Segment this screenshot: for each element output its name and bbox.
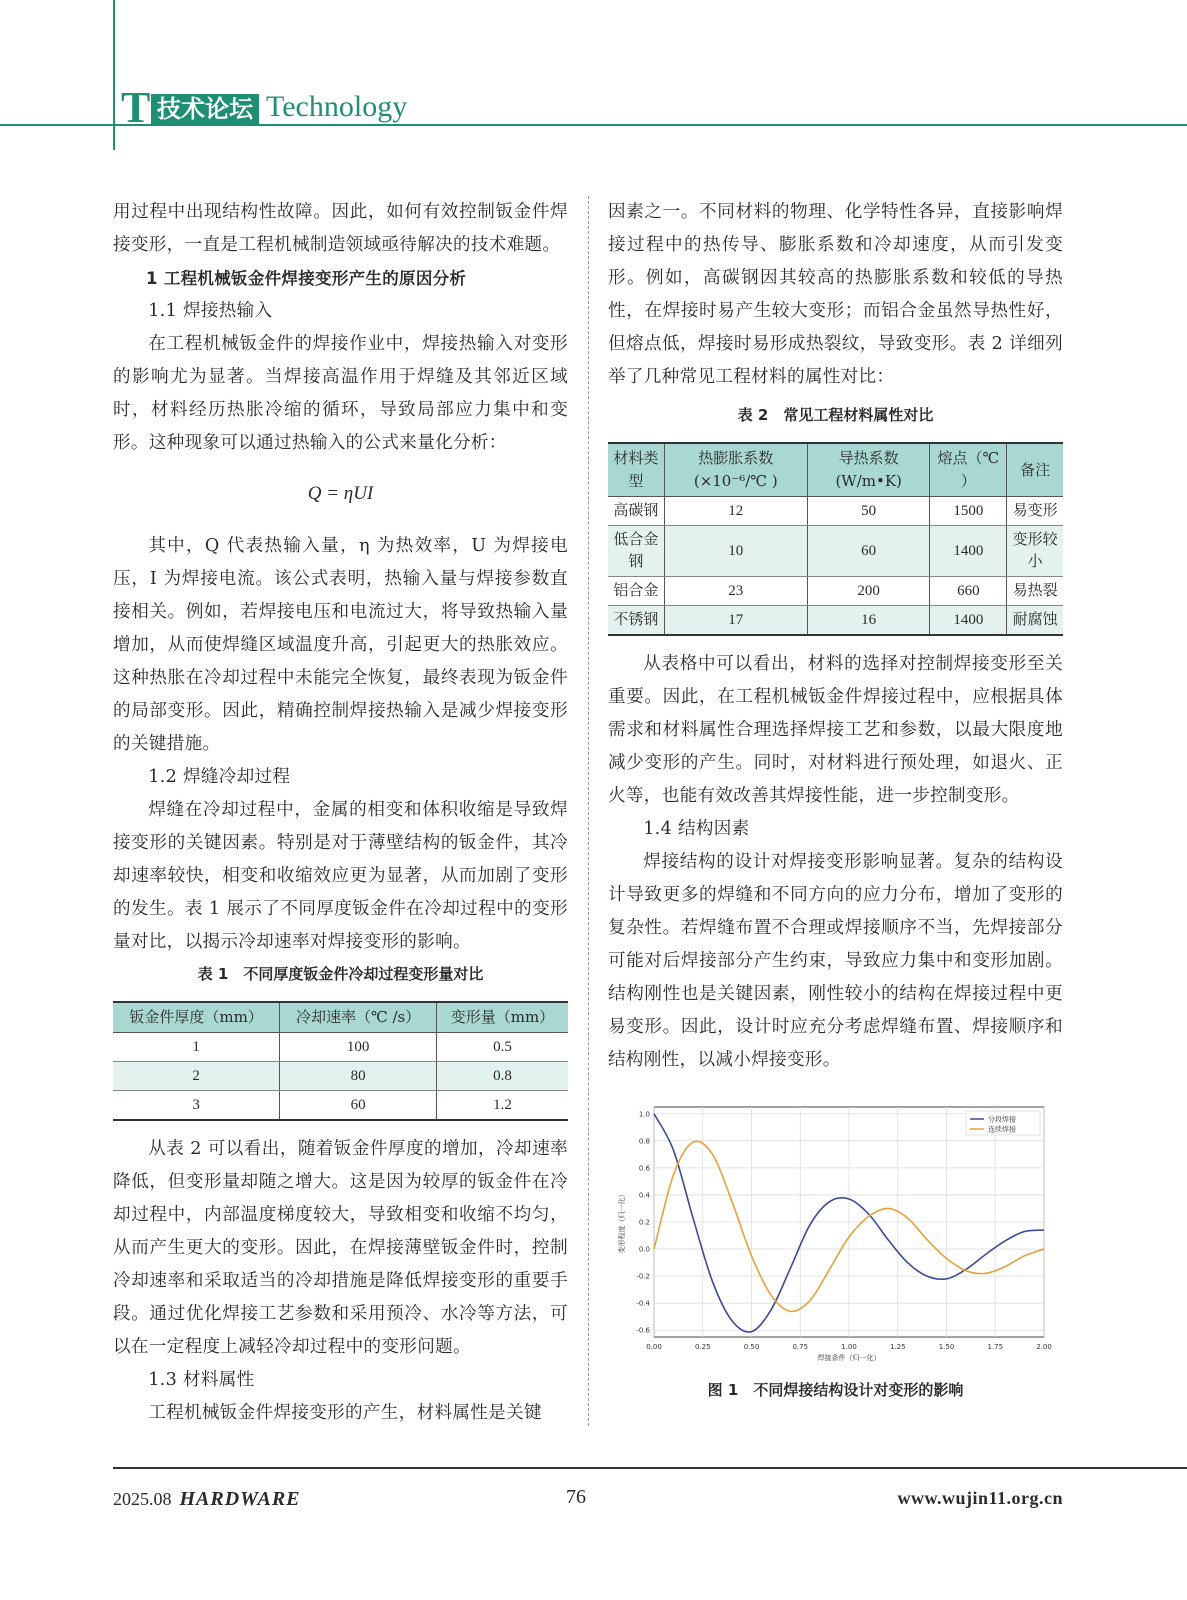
table-header: 备注: [1007, 443, 1063, 497]
y-tick-label: 1.0: [638, 1110, 650, 1119]
table-row: [608, 577, 1063, 606]
table-cell: 耐腐蚀: [1007, 606, 1063, 636]
table-cell: 铝合金: [608, 577, 664, 606]
table-cell: 1400: [930, 526, 1007, 577]
table2: [608, 442, 1063, 636]
legend-label: 连续焊接: [988, 1125, 1016, 1134]
table-cell: 50: [807, 497, 929, 526]
x-tick-label: 1.25: [889, 1343, 906, 1351]
table-cell: 660: [930, 577, 1007, 606]
paragraph: 其中，Q 代表热输入量，η 为热效率，U 为焊接电压，I 为焊接电流。该公式表明，热输入量与焊接参数直接相关。例如，若焊接电压和电流过大，将导致热输入量增加，从而使焊缝区域温度升高，引起更大的热胀效应。这种热胀在冷却过程中未能完全恢复，最终表现为钣金件的局部变形。因此，精确控制焊接热输入是减少焊接变形的关键措施。: [113, 536, 568, 754]
subsection-heading: 1.3 材料属性: [148, 1370, 255, 1390]
figure1-chart: [612, 1097, 1052, 1371]
chart-svg: [612, 1097, 1052, 1371]
x-axis-label: 焊接条件（归一化）: [817, 1354, 881, 1362]
y-tick-label: 0.6: [638, 1164, 650, 1173]
figure1-caption: 图 1 不同焊接结构设计对变形的影响: [707, 1381, 964, 1399]
table1: [113, 1001, 568, 1121]
y-tick-label: -0.6: [636, 1326, 650, 1335]
x-tick-label: 0.00: [646, 1343, 662, 1351]
table-cell: 1: [113, 1033, 280, 1062]
subsection-heading: 1.4 结构因素: [643, 819, 750, 839]
paragraph: 因素之一。不同材料的物理、化学特性各异，直接影响焊接过程中的热传导、膨胀系数和冷却速度，从而引发变形。例如，高碳钢因其较高的热膨胀系数和较低的导热性，在焊接时易产生较大变形；而铝合金虽然导热性好，但熔点低，焊接时易形成热裂纹，导致变形。表 2 详细列举了几种常见工程材料的属性对比：: [608, 202, 1063, 387]
table-cell: 1500: [930, 497, 1007, 526]
x-tick-label: 1.75: [987, 1343, 1004, 1351]
table-cell: 60: [280, 1091, 437, 1121]
heat-input-formula: Q = ηUI: [307, 483, 374, 504]
y-tick-label: 0.4: [638, 1191, 650, 1200]
table-cell: 3: [113, 1091, 280, 1121]
subsection-heading: 1.2 焊缝冷却过程: [148, 767, 291, 787]
footer-rule: [113, 1467, 1187, 1469]
table-cell: 不锈钢: [608, 606, 664, 636]
table-cell: 23: [664, 577, 807, 606]
footer-date: 2025.08: [113, 1489, 172, 1509]
table-cell: 0.5: [436, 1033, 568, 1062]
section-title-en: Technology: [266, 90, 408, 123]
section-heading: 1 工程机械钣金件焊接变形产生的原因分析: [146, 269, 467, 288]
paragraph: 焊缝在冷却过程中，金属的相变和体积收缩是导致焊接变形的关键因素。特别是对于薄壁结构的钣金件，其冷却速率较快，相变和收缩效应更为显著，从而加剧了变形的发生。表 1 展示了不同厚度钣金件在冷却过程中的变形量对比，以揭示冷却速率对焊接变形的影响。: [113, 800, 568, 952]
table-row: [113, 1062, 568, 1091]
table-header: 导热系数 (W/m•K): [807, 443, 929, 497]
y-tick-label: -0.2: [636, 1272, 650, 1281]
table-cell: 16: [807, 606, 929, 636]
table-cell: 100: [280, 1033, 437, 1062]
table-header: 冷却速率（℃ /s）: [280, 1002, 437, 1033]
table-row: [113, 1091, 568, 1121]
x-tick-label: 0.75: [792, 1343, 809, 1351]
paragraph: 焊接结构的设计对焊接变形影响显著。复杂的结构设计导致更多的焊缝和不同方向的应力分布，增加了变形的复杂性。若焊缝布置不合理或焊接顺序不当，先焊接部分可能对后焊接部分产生约束，导致应力集中和变形加剧。结构刚性也是关键因素，刚性较小的结构在焊接过程中更易变形。因此，设计时应充分考虑焊缝布置、焊接顺序和结构刚性，以减小焊接变形。: [608, 852, 1063, 1070]
y-tick-label: 0.0: [638, 1245, 650, 1254]
table-cell: 80: [280, 1062, 437, 1091]
x-tick-label: 1.00: [841, 1343, 857, 1351]
legend-label: 分段焊接: [988, 1115, 1016, 1124]
footer-issue: [113, 1488, 301, 1511]
table-cell: 17: [664, 606, 807, 636]
header-vertical-rule: [113, 0, 115, 150]
table-header: 变形量（mm）: [436, 1002, 568, 1033]
table2-caption: 表 2 常见工程材料属性对比: [737, 406, 934, 424]
footer-brand: HARDWARE: [179, 1488, 301, 1510]
page-number: 76: [566, 1486, 586, 1508]
table-cell: 低合金钢: [608, 526, 664, 577]
table-cell: 变形较小: [1007, 526, 1063, 577]
paragraph: 从表格中可以看出，材料的选择对控制焊接变形至关重要。因此，在工程机械钣金件焊接过程中，应根据具体需求和材料属性合理选择焊接工艺和参数，以最大限度地减少变形的产生。同时，对材料进行预处理，如退火、正火等，也能有效改善其焊接性能，进一步控制变形。: [608, 654, 1063, 806]
paragraph: 从表 2 可以看出，随着钣金件厚度的增加，冷却速率降低，但变形量却随之增大。这是因为较厚的钣金件在冷却过程中，内部温度梯度较大，导致相变和收缩不均匀，从而产生更大的变形。因此，在焊接薄壁钣金件时，控制冷却速率和采取适当的冷却措施是降低焊接变形的重要手段。通过优化焊接工艺参数和采用预冷、水冷等方法，可以在一定程度上减轻冷却过程中的变形问题。: [113, 1139, 568, 1357]
table1-caption: 表 1 不同厚度钣金件冷却过程变形量对比: [197, 965, 484, 983]
right-column: [608, 196, 1063, 1400]
section-logo-letter: T: [121, 83, 151, 132]
section-title-cn: 技术论坛: [151, 94, 259, 124]
header-horizontal-rule: [0, 124, 1187, 126]
table-cell: 0.8: [436, 1062, 568, 1091]
table-cell: 易热裂: [1007, 577, 1063, 606]
y-tick-label: 0.2: [638, 1218, 650, 1227]
x-tick-label: 0.50: [743, 1343, 760, 1351]
table-row: [608, 497, 1063, 526]
table-header: 熔点（℃ ）: [930, 443, 1007, 497]
table-row: [608, 526, 1063, 577]
table-row: [113, 1033, 568, 1062]
table-cell: 高碳钢: [608, 497, 664, 526]
x-tick-label: 0.25: [694, 1343, 711, 1351]
table-header: 材料类型: [608, 443, 664, 497]
paragraph: 用过程中出现结构性故障。因此，如何有效控制钣金件焊接变形，一直是工程机械制造领域亟待解决的技术难题。: [113, 202, 568, 255]
table-row: [608, 606, 1063, 636]
y-tick-label: -0.4: [636, 1299, 650, 1308]
x-tick-label: 2.00: [1036, 1343, 1052, 1351]
x-tick-label: 1.50: [938, 1343, 955, 1351]
y-tick-label: 0.8: [638, 1137, 650, 1146]
subsection-heading: 1.1 焊接热输入: [148, 301, 273, 321]
paragraph: 在工程机械钣金件的焊接作业中，焊接热输入对变形的影响尤为显著。当焊接高温作用于焊缝及其邻近区域时，材料经历热胀冷缩的循环，导致局部应力集中和变形。这种现象可以通过热输入的公式来量化分析：: [113, 334, 568, 453]
column-divider: [588, 196, 589, 1426]
table-cell: 1.2: [436, 1091, 568, 1121]
table-cell: 1400: [930, 606, 1007, 636]
footer-url: www.wujin11.org.cn: [897, 1488, 1063, 1508]
table-header: 钣金件厚度（mm）: [113, 1002, 280, 1033]
y-axis-label: 变形程度（归一化）: [618, 1190, 626, 1254]
table-cell: 12: [664, 497, 807, 526]
table-cell: 10: [664, 526, 807, 577]
table-cell: 2: [113, 1062, 280, 1091]
table-cell: 易变形: [1007, 497, 1063, 526]
table-cell: 200: [807, 577, 929, 606]
paragraph: 工程机械钣金件焊接变形的产生，材料属性是关键: [148, 1403, 542, 1423]
left-column: [113, 196, 568, 1430]
table-header: 热膨胀系数 (×10⁻⁶/℃ ): [664, 443, 807, 497]
table-cell: 60: [807, 526, 929, 577]
